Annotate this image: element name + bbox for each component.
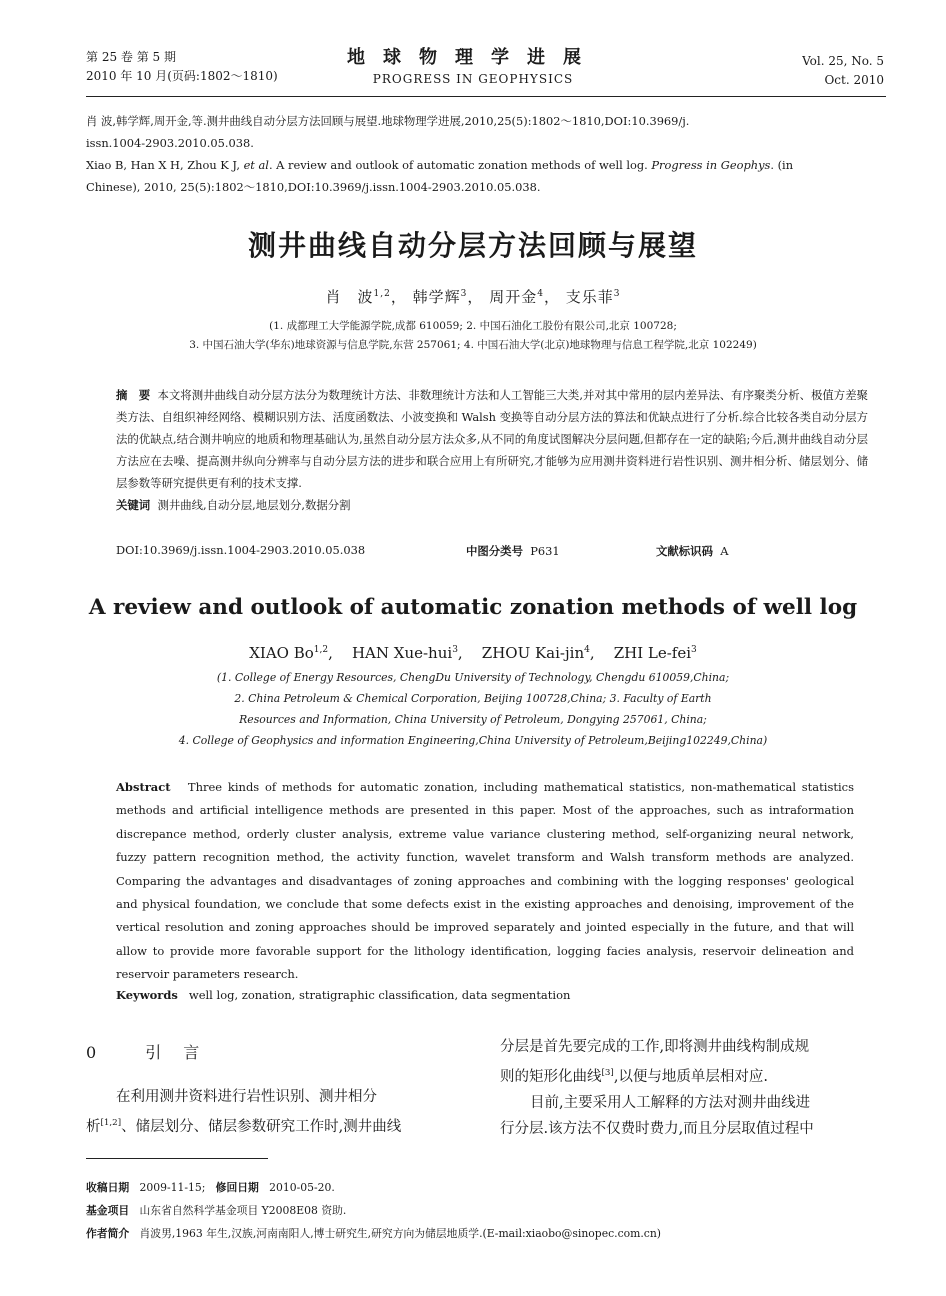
doc-code-value: A xyxy=(720,544,729,558)
citation-en-line1 xyxy=(86,154,886,176)
abstract-cn xyxy=(116,384,868,516)
journal-name-en: PROGRESS IN GEOPHYSICS xyxy=(372,72,574,86)
meta-cn-row xyxy=(116,543,868,557)
author-en: ZHOU Kai-jin$^4$ xyxy=(481,644,590,662)
affiliations-cn xyxy=(0,317,946,355)
body-left-line: 析[1,2]、储层划分、储层参数研究工作时,测井曲线 xyxy=(86,1118,402,1135)
citation-cn-line1: 肖 波,韩学辉,周开金,等.测井曲线自动分层方法回顾与展望.地球物理学进展,2010,25(5):1802～1810,DOI:10.3969/j. xyxy=(86,114,690,128)
keywords-cn-label: 关键词 xyxy=(116,498,151,512)
affiliation-en-line: Resources and Information, China University of Petroleum, Dongying 257061, China; xyxy=(239,713,707,726)
received-date: 2009-11-15; xyxy=(139,1181,206,1194)
footnote-rule xyxy=(86,1158,268,1159)
keywords-cn xyxy=(116,494,868,516)
footnote-fund xyxy=(86,1199,886,1222)
citation-en-title: . A review and outlook of automatic zonation methods of well log. xyxy=(268,158,652,172)
citation-cn-line2: issn.1004-2903.2010.05.038. xyxy=(86,136,254,150)
received-label: 收稿日期 xyxy=(86,1181,130,1194)
body-right-line: 分层是首先要完成的工作,即将测井曲线构制成规 xyxy=(500,1039,810,1055)
header-rule xyxy=(86,96,886,97)
header-vol-no: Vol. 25, No. 5 xyxy=(802,54,884,68)
body-right-column xyxy=(500,1034,886,1142)
body-left-column xyxy=(86,1084,476,1140)
clc-value: P631 xyxy=(530,544,560,558)
fund-text: 山东省自然科学基金项目 Y2008E08 资助. xyxy=(139,1204,347,1217)
affiliation-cn-line: 3. 中国石油大学(华东)地球资源与信息学院,东营 257061; 4. 中国石油大学(北京)地球物理与信息工程学院,北京 102249) xyxy=(189,339,757,351)
doc-code-label: 文献标识码 xyxy=(656,544,713,558)
header-date-pages: 2010 年 10 月(页码:1802～1810) xyxy=(86,69,278,83)
authors-cn: 肖 波$^{1,2}$， 韩学辉$^3$， 周开金$^4$， 支乐菲$^3$ xyxy=(325,288,621,306)
journal-name-cn: 地球物理学进展 xyxy=(347,47,599,68)
body-right-line: 目前,主要采用人工解释的方法对测井曲线进 xyxy=(530,1094,811,1111)
body-right-line: 行分层.该方法不仅费时费力,而且分层取值过程中 xyxy=(500,1120,814,1137)
citation-en-etal: et al xyxy=(243,158,269,172)
bio-text: 肖波男,1963 年生,汉族,河南南阳人,博士研究生,研究方向为储层地质学.(E-mail:xiaobo@sinopec.com.cn) xyxy=(139,1227,662,1240)
keywords-en xyxy=(116,988,854,1002)
clc-label: 中图分类号 xyxy=(466,544,523,558)
author-cn: 支乐菲$^3$ xyxy=(565,288,621,306)
keywords-cn-text: 测井曲线,自动分层,地层划分,数据分割 xyxy=(157,498,351,512)
citation-en-authors: Xiao B, Han X H, Zhou K J, xyxy=(86,158,244,172)
header-volume-en xyxy=(802,52,884,90)
section-title: 引言 xyxy=(145,1043,222,1062)
footnotes xyxy=(86,1176,886,1245)
footnote-bio xyxy=(86,1222,886,1245)
header-month-year: Oct. 2010 xyxy=(824,73,884,87)
paper-title-en: A review and outlook of automatic zonation methods of well log xyxy=(88,595,858,620)
abstract-cn-text: 本文将测井曲线自动分层方法分为数理统计方法、非数理统计方法和人工智能三大类,并对其中常用的层内差异法、有序聚类分析、极值方差聚类方法、自组织神经网络、模糊识别方法、活度函数法、小波变换和 Walsh 变换等自动分层方法的算法和优缺点进行了分析.综合比较各类自动分层方法的优缺点,结合测井响应的地质和物理基础认为,虽然自动分层方法众多,从不同的角度试图解决分层问题,但都存在一定的缺陷;今后,测井曲线自动分层方法应在去噪、提高测井纵向分辨率与自动分层方法的进步和联合应用上有所研究,才能够为应用测井资料进行岩性识别、测井相分析、储层划分、储层参数等研究提供更有利的技术支撑. xyxy=(116,388,868,490)
header-volume: 第 25 卷 第 5 期 xyxy=(86,50,176,64)
clc xyxy=(466,543,560,559)
revised-date: 2010-05-20. xyxy=(269,1181,335,1194)
author-cn: 肖 波$^{1,2}$ xyxy=(325,288,391,306)
author-en: ZHI Le-fei$^3$ xyxy=(613,644,697,662)
abstract-cn-label: 摘 要 xyxy=(116,388,151,402)
revised-label: 修回日期 xyxy=(215,1181,259,1194)
section-number: 0 xyxy=(86,1043,119,1062)
citation-block xyxy=(86,110,886,198)
footnote-dates xyxy=(86,1176,886,1199)
author-en: XIAO Bo$^{1,2}$ xyxy=(249,644,329,662)
abstract-en-label: Abstract xyxy=(116,780,171,794)
bio-label: 作者简介 xyxy=(86,1227,130,1240)
doi: DOI:10.3969/j.issn.1004-2903.2010.05.038 xyxy=(116,543,366,557)
abstract-en xyxy=(116,776,854,987)
doc-code xyxy=(656,543,728,559)
citation-en-line2: Chinese), 2010, 25(5):1802～1810,DOI:10.3969/j.issn.1004-2903.2010.05.038. xyxy=(86,180,541,194)
body-right-line: 则的矩形化曲线[3],以便与地质单层相对应. xyxy=(500,1068,769,1085)
authors-en: XIAO Bo$^{1,2}$, HAN Xue-hui$^3$, ZHOU Kai-jin$^4$, ZHI Le-fei$^3$ xyxy=(249,644,697,662)
fund-label: 基金项目 xyxy=(86,1204,130,1217)
body-left-line: 在利用测井资料进行岩性识别、测井相分 xyxy=(116,1089,377,1105)
affiliation-en-line: (1. College of Energy Resources, ChengDu University of Technology, Chengdu 610059,China; xyxy=(216,671,730,684)
author-cn: 周开金$^4$ xyxy=(489,288,544,306)
author-en: HAN Xue-hui$^3$ xyxy=(351,644,458,662)
affiliation-en-line: 4. College of Geophysics and information Engineering,China University of Petroleum,Beijing102249,China) xyxy=(178,734,768,747)
author-cn: 韩学辉$^3$ xyxy=(412,288,468,306)
paper-title-cn: 测井曲线自动分层方法回顾与展望 xyxy=(247,229,698,262)
citation-en-journal: Progress in Geophys xyxy=(651,158,771,172)
affiliation-cn-line: (1. 成都理工大学能源学院,成都 610059; 2. 中国石油化工股份有限公司,北京 100728; xyxy=(269,320,677,332)
affiliations-en xyxy=(0,667,946,751)
keywords-en-text: well log, zonation, stratigraphic classification, data segmentation xyxy=(188,988,571,1002)
affiliation-en-line: 2. China Petroleum & Chemical Corporation, Beijing 100728,China; 3. Faculty of Earth xyxy=(234,692,712,705)
citation-en-tail: . (in xyxy=(770,158,794,172)
section-heading xyxy=(86,1040,221,1063)
abstract-en-text: Three kinds of methods for automatic zonation, including mathematical statistics, non-mathematical statistics methods and artificial intelligence methods are presented in this paper. Most of the approaches, such as intraformation discrepance method, orderly cluster analysis, extreme value variance clustering method, self-organizing neural network, fuzzy pattern recognition method, the activity function, wavelet transform and Walsh transform methods are analyzed. Comparing the advantages and disadvantages of zoning approaches and combining with the logging responses' geological and physical foundation, we conclude that some defects exist in the existing approaches and denoising, improvement of the vertical resolution and zoning approaches should be improved separately and jointed especially in the future, and that will allow to provide more favorable support for the lithology identification, logging facies analysis, reservoir delineation and reservoir parameters research. xyxy=(116,780,855,982)
keywords-en-label: Keywords xyxy=(116,988,178,1002)
